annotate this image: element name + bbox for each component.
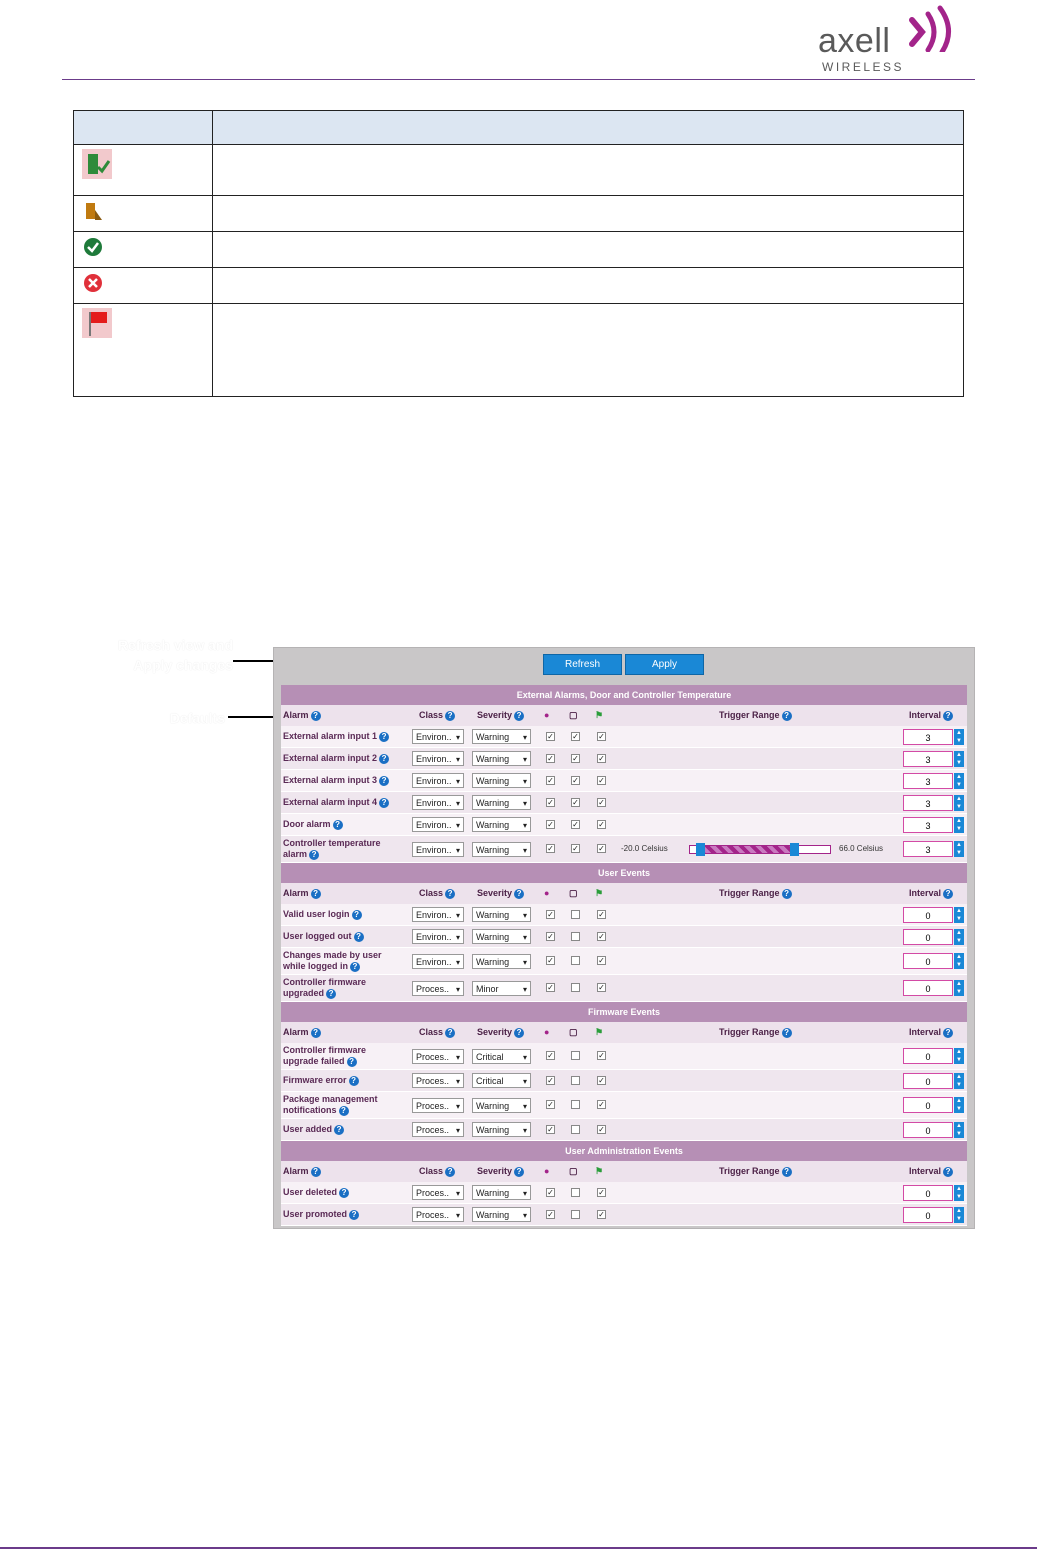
log-checkbox[interactable]: [571, 983, 580, 992]
interval-spinner[interactable]: ▲ ▼: [954, 817, 964, 833]
interval-spinner[interactable]: ▲ ▼: [954, 773, 964, 789]
interval-spinner[interactable]: ▲ ▼: [954, 1122, 964, 1138]
flag-checkbox[interactable]: ✓: [598, 775, 605, 785]
alarm-label: User logged out ?: [283, 931, 395, 942]
section-header: User Events: [281, 863, 967, 883]
header-rule: [62, 79, 975, 80]
help-icon: ?: [311, 1167, 321, 1177]
help-icon: ?: [782, 1028, 792, 1038]
interval-spinner[interactable]: ▲ ▼: [954, 980, 964, 996]
severity-select[interactable]: Warning ▾: [472, 1185, 531, 1200]
interval-input[interactable]: 0: [903, 1097, 953, 1113]
trap-checkbox[interactable]: ✓: [547, 956, 554, 965]
help-icon: ?: [339, 1188, 349, 1198]
col-class: Class ?: [419, 888, 455, 899]
column-headers: [281, 1161, 967, 1182]
flag-checkbox[interactable]: ✓: [598, 956, 605, 965]
alarm-label: External alarm input 4 ?: [283, 797, 395, 808]
severity-select[interactable]: Critical ▾: [472, 1073, 531, 1088]
footer-rule: [0, 1547, 1037, 1549]
flag-checkbox[interactable]: ✓: [598, 1100, 605, 1109]
trap-checkbox[interactable]: ✓: [547, 1100, 554, 1109]
col-class: Class ?: [419, 1027, 455, 1038]
interval-spinner[interactable]: ▲ ▼: [954, 1048, 964, 1064]
help-icon: ?: [311, 711, 321, 721]
severity-select[interactable]: Warning ▾: [472, 1207, 531, 1222]
alarm-row: [281, 926, 967, 948]
help-icon: ?: [309, 850, 319, 860]
help-icon: ?: [349, 1210, 359, 1220]
log-checkbox[interactable]: ✓: [572, 753, 579, 763]
trap-checkbox[interactable]: ✓: [547, 819, 554, 829]
interval-spinner[interactable]: ▲ ▼: [954, 841, 964, 857]
refresh-button[interactable]: Refresh: [543, 654, 622, 675]
alarm-row: [281, 1070, 967, 1092]
flag-checkbox[interactable]: ✓: [598, 1209, 605, 1219]
alarm-row: [281, 792, 967, 814]
interval-spinner[interactable]: ▲ ▼: [954, 795, 964, 811]
help-icon: ?: [943, 889, 953, 899]
col-trap-icon: ●: [544, 888, 550, 898]
severity-select[interactable]: Critical ▾: [472, 1049, 531, 1064]
log-checkbox[interactable]: [571, 932, 580, 941]
trap-checkbox[interactable]: ✓: [547, 1124, 554, 1134]
trap-checkbox[interactable]: ✓: [547, 731, 554, 741]
col-alarm: Alarm ?: [283, 1166, 321, 1177]
help-icon: ?: [379, 754, 389, 764]
range-high: 66.0 Celsius: [839, 844, 884, 853]
col-interval: Interval ?: [909, 888, 953, 899]
flag-checkbox[interactable]: ✓: [598, 909, 605, 919]
help-icon: ?: [354, 932, 364, 942]
column-headers: [281, 1022, 967, 1043]
log-checkbox[interactable]: ✓: [572, 797, 579, 807]
trap-checkbox[interactable]: ✓: [547, 797, 554, 807]
alarm-row: [281, 748, 967, 770]
interval-spinner[interactable]: ▲ ▼: [954, 751, 964, 767]
logo-signal-icon: [908, 2, 968, 52]
log-checkbox[interactable]: [571, 1125, 580, 1134]
help-icon: ?: [782, 889, 792, 899]
alarm-row: [281, 1182, 967, 1204]
help-icon: ?: [514, 711, 524, 721]
class-select[interactable]: Proces.. ▾: [412, 1185, 464, 1200]
col-trigger: Trigger Range ?: [719, 710, 792, 721]
trap-checkbox[interactable]: ✓: [547, 775, 554, 785]
col-log-icon: ▢: [569, 710, 578, 720]
trap-checkbox[interactable]: ✓: [547, 844, 554, 853]
alarm-label: Controller firmware upgraded ?: [283, 977, 367, 998]
interval-input[interactable]: 0: [903, 1073, 953, 1089]
alarm-label: External alarm input 1 ?: [283, 731, 395, 742]
col-trap-icon: ●: [544, 1027, 550, 1037]
class-select[interactable]: Proces.. ▾: [412, 981, 464, 996]
help-icon: ?: [379, 798, 389, 808]
log-checkbox[interactable]: [571, 956, 580, 965]
error-x-icon: [82, 272, 104, 294]
help-icon: ?: [943, 1028, 953, 1038]
class-select[interactable]: Environ.. ▾: [412, 817, 464, 832]
legend-header-icon: [74, 111, 213, 145]
log-checkbox[interactable]: [571, 1188, 580, 1197]
help-icon: ?: [514, 1028, 524, 1038]
axell-logo: [818, 2, 968, 74]
class-select[interactable]: Environ.. ▾: [412, 842, 464, 857]
col-trap-icon: ●: [544, 1166, 550, 1176]
help-icon: ?: [782, 711, 792, 721]
col-class: Class ?: [419, 1166, 455, 1177]
help-icon: ?: [379, 732, 389, 742]
log-checkbox[interactable]: [571, 1210, 580, 1219]
col-alarm: Alarm ?: [283, 1027, 321, 1038]
help-icon: ?: [352, 910, 362, 920]
alarm-label: Controller firmware upgrade failed ?: [283, 1045, 367, 1066]
flag-checkbox[interactable]: ✓: [598, 731, 605, 741]
class-select[interactable]: Proces.. ▾: [412, 1098, 464, 1113]
class-select[interactable]: Environ.. ▾: [412, 907, 464, 922]
section-header: User Administration Events: [281, 1141, 967, 1161]
alarm-label: User added ?: [283, 1124, 395, 1135]
severity-select[interactable]: Minor ▾: [472, 981, 531, 996]
flag-checkbox[interactable]: ✓: [598, 753, 605, 763]
alarm-label: Valid user login ?: [283, 909, 395, 920]
col-severity: Severity ?: [477, 1166, 524, 1177]
col-log-icon: ▢: [569, 1166, 578, 1176]
col-interval: Interval ?: [909, 710, 953, 721]
alarm-row: [281, 1204, 967, 1226]
log-checkbox[interactable]: ✓: [572, 844, 579, 853]
slider-handle-low: [696, 843, 705, 856]
alarm-label: External alarm input 3 ?: [283, 775, 395, 786]
help-icon: ?: [782, 1167, 792, 1177]
col-trigger: Trigger Range ?: [719, 1027, 792, 1038]
severity-select[interactable]: Warning ▾: [472, 817, 531, 832]
trap-checkbox[interactable]: ✓: [547, 909, 554, 919]
alarm-row: [281, 975, 967, 1002]
alarm-row: [281, 1043, 967, 1070]
class-select[interactable]: Proces.. ▾: [412, 1049, 464, 1064]
alarm-row: [281, 904, 967, 926]
trap-checkbox[interactable]: ✓: [547, 753, 554, 763]
log-checkbox[interactable]: [571, 1076, 580, 1085]
trap-checkbox[interactable]: ✓: [547, 1209, 554, 1219]
help-icon: ?: [514, 1167, 524, 1177]
alarm-config-screenshot: [273, 647, 975, 1229]
interval-input[interactable]: 0: [903, 1122, 953, 1138]
apply-button[interactable]: Apply: [625, 654, 704, 675]
severity-select[interactable]: Warning ▾: [472, 773, 531, 788]
class-select[interactable]: Environ.. ▾: [412, 729, 464, 744]
log-checkbox[interactable]: [571, 1100, 580, 1109]
help-icon: ?: [445, 889, 455, 899]
interval-spinner[interactable]: ▲ ▼: [954, 1207, 964, 1223]
log-checkbox[interactable]: [571, 1051, 580, 1060]
interval-input[interactable]: 0: [903, 907, 953, 923]
alarm-sections: [281, 685, 967, 1226]
log-checkbox[interactable]: [571, 910, 580, 919]
interval-spinner[interactable]: ▲ ▼: [954, 929, 964, 945]
slider-handle-high: [790, 843, 799, 856]
interval-input[interactable]: 0: [903, 1185, 953, 1201]
class-select[interactable]: Environ.. ▾: [412, 773, 464, 788]
severity-select[interactable]: Warning ▾: [472, 795, 531, 810]
severity-select[interactable]: Warning ▾: [472, 842, 531, 857]
col-flag-icon: ⚑: [595, 710, 604, 720]
check-ok-icon: [82, 236, 104, 258]
alarm-row: [281, 948, 967, 975]
class-select[interactable]: Environ.. ▾: [412, 751, 464, 766]
snmp-disabled-icon: [82, 200, 104, 222]
class-select[interactable]: Environ.. ▾: [412, 954, 464, 969]
interval-spinner[interactable]: ▲ ▼: [954, 1073, 964, 1089]
col-trigger: Trigger Range ?: [719, 1166, 792, 1177]
col-log-icon: ▢: [569, 1027, 578, 1037]
severity-select[interactable]: Warning ▾: [472, 954, 531, 969]
help-icon: ?: [943, 1167, 953, 1177]
interval-input[interactable]: 0: [903, 980, 953, 996]
alarm-label: Changes made by user while logged in ?: [283, 950, 382, 971]
interval-input[interactable]: 3: [903, 773, 953, 789]
interval-input[interactable]: 0: [903, 953, 953, 969]
column-headers: [281, 705, 967, 726]
col-class: Class ?: [419, 710, 455, 721]
class-select[interactable]: Environ.. ▾: [412, 929, 464, 944]
flag-checkbox[interactable]: ✓: [598, 1187, 605, 1197]
help-icon: ?: [311, 1028, 321, 1038]
col-severity: Severity ?: [477, 888, 524, 899]
col-alarm: Alarm ?: [283, 888, 321, 899]
severity-select[interactable]: Warning ▾: [472, 929, 531, 944]
help-icon: ?: [326, 989, 336, 999]
flag-checkbox[interactable]: ✓: [598, 797, 605, 807]
alarm-row: [281, 1119, 967, 1141]
alarm-label: External alarm input 2 ?: [283, 753, 395, 764]
col-interval: Interval ?: [909, 1027, 953, 1038]
interval-spinner[interactable]: ▲ ▼: [954, 1097, 964, 1113]
interval-input[interactable]: 3: [903, 817, 953, 833]
col-log-icon: ▢: [569, 888, 578, 898]
callout-refresh-apply: Refresh view and Apply changes: [117, 637, 233, 673]
col-flag-icon: ⚑: [595, 1166, 604, 1176]
trap-checkbox[interactable]: ✓: [547, 931, 554, 941]
class-select[interactable]: Environ.. ▾: [412, 795, 464, 810]
flag-checkbox[interactable]: ✓: [598, 819, 605, 829]
help-icon: ?: [379, 776, 389, 786]
severity-select[interactable]: Warning ▾: [472, 1098, 531, 1113]
section-header: External Alarms, Door and Controller Temperature: [281, 685, 967, 705]
interval-spinner[interactable]: ▲ ▼: [954, 729, 964, 745]
help-icon: ?: [943, 711, 953, 721]
interval-input[interactable]: 3: [903, 841, 953, 857]
logo-brand: axell: [818, 22, 891, 60]
interval-spinner[interactable]: ▲ ▼: [954, 1185, 964, 1201]
col-severity: Severity ?: [477, 1027, 524, 1038]
col-trap-icon: ●: [544, 710, 550, 720]
help-icon: ?: [445, 1028, 455, 1038]
help-icon: ?: [350, 962, 360, 972]
flag-checkbox[interactable]: ✓: [598, 844, 605, 853]
red-flag-icon: [82, 308, 112, 338]
help-icon: ?: [349, 1076, 359, 1086]
interval-spinner[interactable]: ▲ ▼: [954, 907, 964, 923]
col-severity: Severity ?: [477, 710, 524, 721]
flag-checkbox[interactable]: ✓: [598, 1124, 605, 1134]
trap-checkbox[interactable]: ✓: [547, 983, 554, 992]
severity-select[interactable]: Warning ▾: [472, 1122, 531, 1137]
flag-checkbox[interactable]: ✓: [598, 983, 605, 992]
help-icon: ?: [339, 1106, 349, 1116]
help-icon: ?: [311, 889, 321, 899]
interval-spinner[interactable]: ▲ ▼: [954, 953, 964, 969]
help-icon: ?: [445, 1167, 455, 1177]
callout-defaults: Defaults: [169, 710, 225, 726]
trap-checkbox[interactable]: ✓: [547, 1075, 554, 1085]
help-icon: ?: [347, 1057, 357, 1067]
interval-input[interactable]: 3: [903, 751, 953, 767]
log-checkbox[interactable]: ✓: [572, 775, 579, 785]
col-interval: Interval ?: [909, 1166, 953, 1177]
range-slider[interactable]: [689, 845, 831, 854]
log-checkbox[interactable]: ✓: [572, 819, 579, 829]
interval-input[interactable]: 0: [903, 1207, 953, 1223]
alarm-label: Controller temperature alarm ?: [283, 838, 381, 859]
class-select[interactable]: Proces.. ▾: [412, 1122, 464, 1137]
help-icon: ?: [514, 889, 524, 899]
trap-checkbox[interactable]: ✓: [547, 1187, 554, 1197]
alarm-label: User deleted ?: [283, 1187, 395, 1198]
snmp-enabled-icon: [82, 149, 112, 179]
section-header: Firmware Events: [281, 1002, 967, 1022]
severity-select[interactable]: Warning ▾: [472, 751, 531, 766]
severity-select[interactable]: Warning ▾: [472, 907, 531, 922]
log-checkbox[interactable]: ✓: [572, 731, 579, 741]
help-icon: ?: [445, 711, 455, 721]
alarm-label: User promoted ?: [283, 1209, 395, 1220]
flag-checkbox[interactable]: ✓: [598, 1075, 605, 1085]
range-low: -20.0 Celsius: [621, 844, 668, 853]
column-headers: [281, 883, 967, 904]
interval-input[interactable]: 0: [903, 1048, 953, 1064]
alarm-label: Package management notifications ?: [283, 1094, 378, 1115]
col-flag-icon: ⚑: [595, 1027, 604, 1037]
flag-checkbox[interactable]: ✓: [598, 1051, 605, 1060]
alarm-row: [281, 836, 967, 863]
logo-sub: WIRELESS: [822, 60, 905, 74]
trap-checkbox[interactable]: ✓: [547, 1051, 554, 1060]
class-select[interactable]: Proces.. ▾: [412, 1207, 464, 1222]
alarm-row: [281, 770, 967, 792]
interval-input[interactable]: 0: [903, 929, 953, 945]
col-flag-icon: ⚑: [595, 888, 604, 898]
alarm-label: Door alarm ?: [283, 819, 395, 830]
class-select[interactable]: Proces.. ▾: [412, 1073, 464, 1088]
col-trigger: Trigger Range ?: [719, 888, 792, 899]
flag-checkbox[interactable]: ✓: [598, 931, 605, 941]
alarm-label: Firmware error ?: [283, 1075, 395, 1086]
help-icon: ?: [333, 820, 343, 830]
interval-input[interactable]: 3: [903, 795, 953, 811]
alarm-row: [281, 1092, 967, 1119]
legend-header-desc: [213, 111, 964, 145]
help-icon: ?: [334, 1125, 344, 1135]
alarm-row: [281, 814, 967, 836]
alarm-row: [281, 726, 967, 748]
icon-legend-table: [73, 110, 964, 397]
col-alarm: Alarm ?: [283, 710, 321, 721]
interval-input[interactable]: 3: [903, 729, 953, 745]
severity-select[interactable]: Warning ▾: [472, 729, 531, 744]
